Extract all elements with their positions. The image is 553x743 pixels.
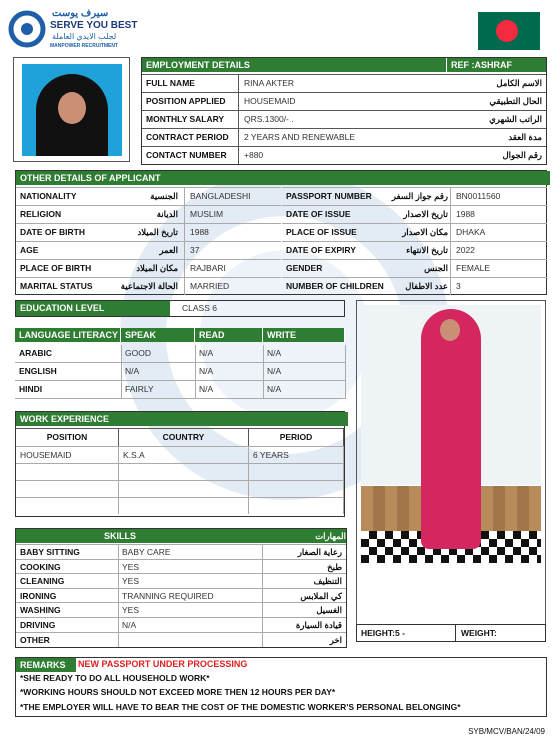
skill-arabic: طبخ — [327, 561, 342, 572]
work-cell — [119, 480, 249, 497]
work-cell — [16, 497, 119, 514]
other-value: MUSLIM — [190, 209, 224, 219]
other-arabic: الديانة — [156, 209, 178, 219]
language-header: READ — [195, 328, 263, 342]
language-table — [15, 328, 345, 400]
skill-arabic: قيادة السيارة — [295, 620, 342, 630]
employment-label: CONTACT NUMBER — [146, 150, 227, 160]
skill-row — [16, 559, 346, 575]
employment-arabic: الاسم الكامل — [496, 78, 542, 88]
other-row-right — [282, 259, 547, 278]
employment-value: HOUSEMAID — [244, 96, 296, 106]
skill-label: DRIVING — [20, 620, 56, 630]
language-level: N/A — [263, 363, 346, 381]
other-row-right — [282, 277, 547, 296]
language-level: N/A — [195, 345, 264, 363]
work-cell — [119, 497, 249, 514]
employment-row — [142, 128, 546, 147]
other-details — [15, 170, 547, 295]
other-row-left — [16, 259, 281, 278]
skill-row — [16, 544, 346, 560]
other-label: PLACE OF ISSUE — [286, 227, 357, 237]
language-level: N/A — [121, 363, 196, 381]
work-cell — [16, 480, 119, 497]
other-label: DATE OF BIRTH — [20, 227, 86, 237]
other-row-left — [16, 205, 281, 224]
other-value: 37 — [190, 245, 200, 255]
logo-arabic: سيرف يوست — [52, 8, 109, 19]
language-level: N/A — [263, 381, 346, 399]
work-cell — [119, 463, 249, 480]
full-body-photo — [356, 300, 546, 625]
other-label: NUMBER OF CHILDREN — [286, 281, 384, 291]
footer-code: SYB/MCV/BAN/24/09 — [468, 727, 545, 736]
other-arabic: مكان الميلاد — [136, 263, 178, 273]
other-row-left — [16, 277, 281, 296]
work-header: PERIOD — [249, 428, 344, 446]
logo-name: SERVE YOU BEST — [50, 20, 138, 31]
education-level — [15, 300, 345, 317]
remarks-line-2: *WORKING HOURS SHOULD NOT EXCEED MORE THEN 12 HOURS PER DAY* — [20, 687, 336, 697]
other-row-right — [282, 241, 547, 260]
other-label: DATE OF EXPIRY — [286, 245, 356, 255]
remarks-line-3: *THE EMPLOYER WILL HAVE TO BEAR THE COST OF THE DOMESTIC WORKER'S PERSONAL BELONGING* — [20, 702, 461, 712]
other-arabic: تاريخ الانتهاء — [406, 245, 448, 255]
skills-title-ar: المهارات — [216, 529, 346, 543]
other-row-left — [16, 223, 281, 242]
language-name: HINDI — [15, 381, 122, 399]
skill-label: IRONING — [20, 590, 57, 601]
skill-value: YES — [122, 605, 140, 616]
skill-value: TRANNING REQUIRED — [122, 590, 214, 601]
logo-arabic-sub: لجلب الايدي العاملة — [52, 32, 117, 41]
skill-value: YES — [122, 576, 140, 587]
skill-value: N/A — [122, 620, 137, 630]
employment-row — [142, 92, 546, 111]
language-header: LANGUAGE LITERACY — [15, 328, 121, 342]
work-header: COUNTRY — [119, 428, 249, 446]
skill-arabic: اخر — [329, 634, 342, 645]
other-value: FEMALE — [456, 263, 491, 273]
employment-row — [142, 74, 546, 93]
employment-label: CONTRACT PERIOD — [146, 132, 229, 142]
other-arabic: العمر — [159, 245, 178, 255]
skill-arabic: الغسيل — [316, 605, 342, 616]
other-label: DATE OF ISSUE — [286, 209, 351, 219]
language-level: N/A — [263, 345, 346, 363]
employment-label: POSITION APPLIED — [146, 96, 226, 106]
other-arabic: تاريخ الاصدار — [403, 209, 448, 219]
skill-row — [16, 602, 346, 618]
work-cell — [16, 463, 119, 480]
employment-details — [141, 57, 547, 165]
skill-arabic: التنظيف — [313, 576, 342, 587]
work-cell — [249, 480, 344, 497]
language-header: SPEAK — [121, 328, 195, 342]
other-label: PASSPORT NUMBER — [286, 191, 372, 201]
other-label: MARITAL STATUS — [20, 281, 93, 291]
other-arabic: تاريخ الميلاد — [137, 227, 178, 237]
height-label: HEIGHT:5 - — [361, 628, 405, 638]
language-level: N/A — [195, 381, 264, 399]
remarks-highlight: NEW PASSPORT UNDER PROCESSING — [78, 659, 248, 669]
work-cell — [249, 463, 344, 480]
employment-arabic: الحال التطبيقي — [489, 96, 542, 106]
other-value: 1988 — [456, 209, 475, 219]
other-row-right — [282, 187, 547, 206]
work-header: POSITION — [16, 428, 119, 446]
employment-arabic: الراتب الشهري — [489, 114, 542, 124]
employment-value: +880 — [244, 150, 264, 160]
other-arabic: الجنسية — [150, 191, 178, 201]
work-cell — [249, 497, 344, 514]
work-cell: HOUSEMAID — [16, 446, 119, 463]
logo-tagline: MANPOWER RECRUITMENT — [50, 43, 119, 49]
other-row-left — [16, 187, 281, 206]
employment-arabic: مدة العقد — [508, 132, 542, 142]
employment-label: FULL NAME — [146, 78, 195, 88]
employment-value: 2 YEARS AND RENEWABLE — [244, 132, 356, 142]
education-value: CLASS 6 — [182, 303, 217, 313]
skills-section — [15, 528, 347, 648]
skill-row — [16, 617, 346, 633]
other-label: NATIONALITY — [20, 191, 77, 201]
other-label: RELIGION — [20, 209, 62, 219]
other-value: MARRIED — [190, 281, 230, 291]
work-cell: 6 YEARS — [249, 446, 344, 463]
skill-label: COOKING — [20, 561, 61, 572]
employment-row — [142, 146, 546, 165]
employment-value: RINA AKTER — [244, 78, 295, 88]
other-row-left — [16, 241, 281, 260]
language-level: GOOD — [121, 345, 196, 363]
work-title: WORK EXPERIENCE — [16, 412, 348, 426]
portrait-photo — [13, 57, 130, 162]
other-label: AGE — [20, 245, 39, 255]
skills-title: SKILLS — [16, 529, 220, 543]
language-name: ARABIC — [15, 345, 122, 363]
language-level: FAIRLY — [121, 381, 196, 399]
other-title: OTHER DETAILS OF APPLICANT — [16, 171, 550, 185]
other-arabic: الجنس — [424, 263, 448, 273]
remarks-line-1: *SHE READY TO DO ALL HOUSEHOLD WORK* — [20, 673, 210, 683]
other-arabic: الحالة الاجتماعية — [120, 281, 178, 291]
remarks-section — [15, 657, 547, 717]
work-cell: K.S.A — [119, 446, 249, 463]
language-header: WRITE — [263, 328, 345, 342]
employment-value: QRS.1300/- . — [244, 114, 294, 124]
other-value: 2022 — [456, 245, 475, 255]
other-row-right — [282, 223, 547, 242]
other-value: 1988 — [190, 227, 209, 237]
education-label: EDUCATION LEVEL — [16, 301, 170, 316]
other-label: PLACE OF BIRTH — [20, 263, 92, 273]
skill-label: OTHER — [20, 634, 50, 645]
skill-value: YES — [122, 561, 140, 572]
skill-arabic: رعاية الصغار — [297, 547, 342, 557]
other-label: GENDER — [286, 263, 323, 273]
other-value: DHAKA — [456, 227, 486, 237]
other-value: BN0011560 — [456, 191, 501, 201]
other-row-right — [282, 205, 547, 224]
company-logo — [8, 8, 138, 52]
skill-row — [16, 573, 346, 589]
skill-value: BABY CARE — [122, 547, 171, 557]
skill-row — [16, 632, 346, 648]
skill-label: CLEANING — [20, 576, 65, 587]
ref-label: REF :ASHRAF — [447, 58, 546, 72]
other-arabic: عدد الاطفال — [405, 281, 448, 291]
other-arabic: رقم جواز السفر — [391, 191, 448, 201]
skill-row — [16, 588, 346, 604]
other-arabic: مكان الاصدار — [402, 227, 448, 237]
employment-title: EMPLOYMENT DETAILS — [142, 58, 446, 72]
employment-arabic: رقم الجوال — [502, 150, 542, 160]
other-value: BANGLADESHI — [190, 191, 251, 201]
language-name: ENGLISH — [15, 363, 122, 381]
employment-row — [142, 110, 546, 129]
language-level: N/A — [195, 363, 264, 381]
skill-arabic: كي الملابس — [300, 590, 342, 601]
height-weight — [356, 624, 546, 642]
employment-label: MONTHLY SALARY — [146, 114, 225, 124]
remarks-label: REMARKS — [16, 658, 76, 672]
skill-label: WASHING — [20, 605, 61, 616]
weight-label: WEIGHT: — [461, 628, 497, 638]
skill-label: BABY SITTING — [20, 547, 80, 557]
flag-bangladesh-icon — [478, 12, 540, 50]
other-value: 3 — [456, 281, 461, 291]
other-value: RAJBARI — [190, 263, 226, 273]
logo-emblem-icon — [8, 10, 46, 48]
work-experience — [15, 411, 345, 517]
